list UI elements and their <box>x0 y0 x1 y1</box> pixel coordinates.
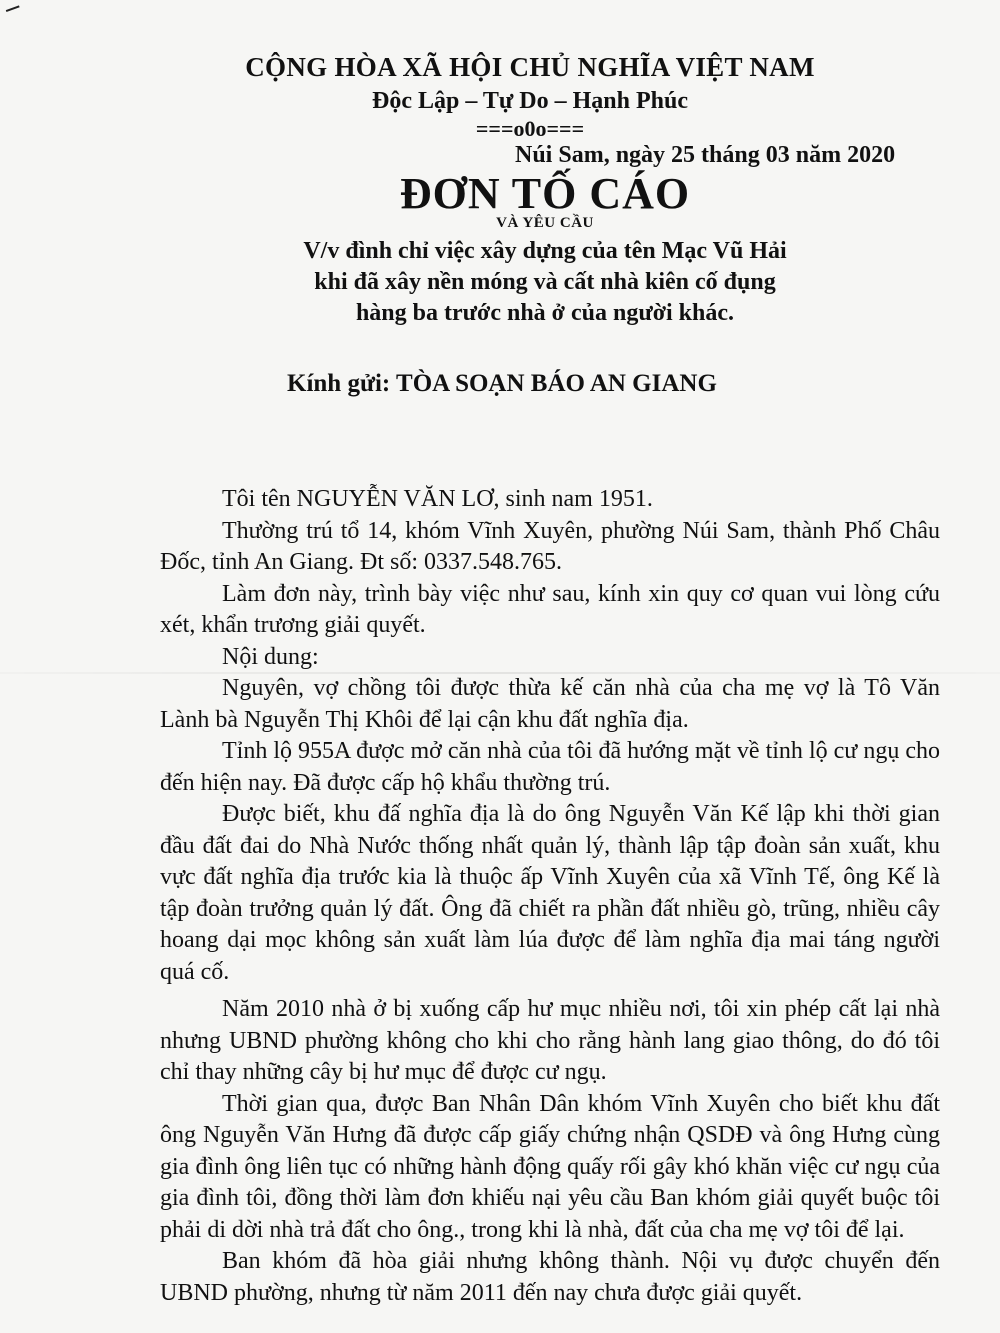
body-paragraph: Làm đơn này, trình bày việc như sau, kính xin quy cơ quan vui lòng cứu xét, khẩn trương giải quyết. <box>160 580 940 638</box>
corner-mark <box>2 0 19 12</box>
body-paragraph: Thời gian qua, được Ban Nhân Dân khóm Vĩnh Xuyên cho biết khu đất ông Nguyễn Văn Hưng đã được cấp giấy chứng nhận QSDĐ và ông Hưng cùng gia đình ông liên tục có những hành động quấy rối gây khó khăn việc cư ngụ của gia đình tôi, đồng thời làm đơn khiếu nại yêu cầu Ban khóm giải quyết buộc tôi phải di dời nhà trả đất cho ông., trong khi là nhà, đất của cha mẹ vợ tôi để lại. <box>160 1090 940 1243</box>
document-subtitle: VÀ YÊU CẦU <box>496 215 594 231</box>
body-paragraph: Thường trú tổ 14, khóm Vĩnh Xuyên, phường Núi Sam, thành Phố Châu Đốc, tỉnh An Giang. Đt số: 0337.548.765. <box>160 517 940 575</box>
body-paragraph: Nguyên, vợ chồng tôi được thừa kế căn nhà của cha mẹ vợ là Tô Văn Lành bà Nguyễn Thị Khôi để lại cận khu đất nghĩa địa. <box>160 675 940 733</box>
header-separator: ===o0o=== <box>475 116 585 141</box>
body-paragraph: Tôi tên NGUYỄN VĂN LƠ, sinh nam 1951. <box>222 486 653 512</box>
body-paragraph: Nội dung: <box>222 643 319 670</box>
letter-body <box>160 484 940 1309</box>
regarding-line: khi đã xây nền móng và cất nhà kiên cố đụng <box>314 269 776 295</box>
document-title: ĐƠN TỐ CÁO <box>399 169 691 218</box>
regarding-line: hàng ba trước nhà ở của người khác. <box>355 300 735 326</box>
regarding-block <box>230 236 860 329</box>
body-paragraph: Tỉnh lộ 955A được mở căn nhà của tôi đã hướng mặt về tỉnh lộ cư ngụ cho đến hiện nay. Đã được cấp hộ khẩu thường trú. <box>160 738 940 796</box>
national-motto: Độc Lập – Tự Do – Hạnh Phúc <box>371 88 689 114</box>
recipient-line: Kính gửi: TÒA SOẠN BÁO AN GIANG <box>287 370 717 397</box>
dateline: Núi Sam, ngày 25 tháng 03 năm 2020 <box>515 142 896 168</box>
regarding-line: V/v đình chỉ việc xây dựng của tên Mạc Vũ Hải <box>303 238 787 264</box>
body-paragraph: Ban khóm đã hòa giải nhưng không thành. Nội vụ được chuyển đến UBND phường, nhưng từ năm 2011 đến nay chưa được giải quyết. <box>160 1248 940 1306</box>
body-paragraph: Được biết, khu đấ nghĩa địa là do ông Nguyễn Văn Kế lập khi thời gian đầu đất đai do Nhà Nước thống nhất quản lý, thành lập tập đoàn sản xuất, khu vực đất nghĩa địa trước kia là thuộc ấp Vĩnh Xuyên của xã Vĩnh Tế, ông Kế là tập đoàn trưởng quản lý đất. Ông đã chiết ra phần đất nhiều gò, trũng, nhiều cây hoang dại mọc không sản xuất làm lúa được để làm nghĩa địa mai táng người quá cố. <box>160 801 940 985</box>
body-paragraph: Năm 2010 nhà ở bị xuống cấp hư mục nhiều nơi, tôi xin phép cất lại nhà nhưng UBND phường không cho khi cho rằng hành lang giao thông, do đó tôi chỉ thay những cây bị hư mục để được cư ngụ. <box>160 996 940 1085</box>
national-title: CỘNG HÒA XÃ HỘI CHỦ NGHĨA VIỆT NAM <box>245 52 815 82</box>
